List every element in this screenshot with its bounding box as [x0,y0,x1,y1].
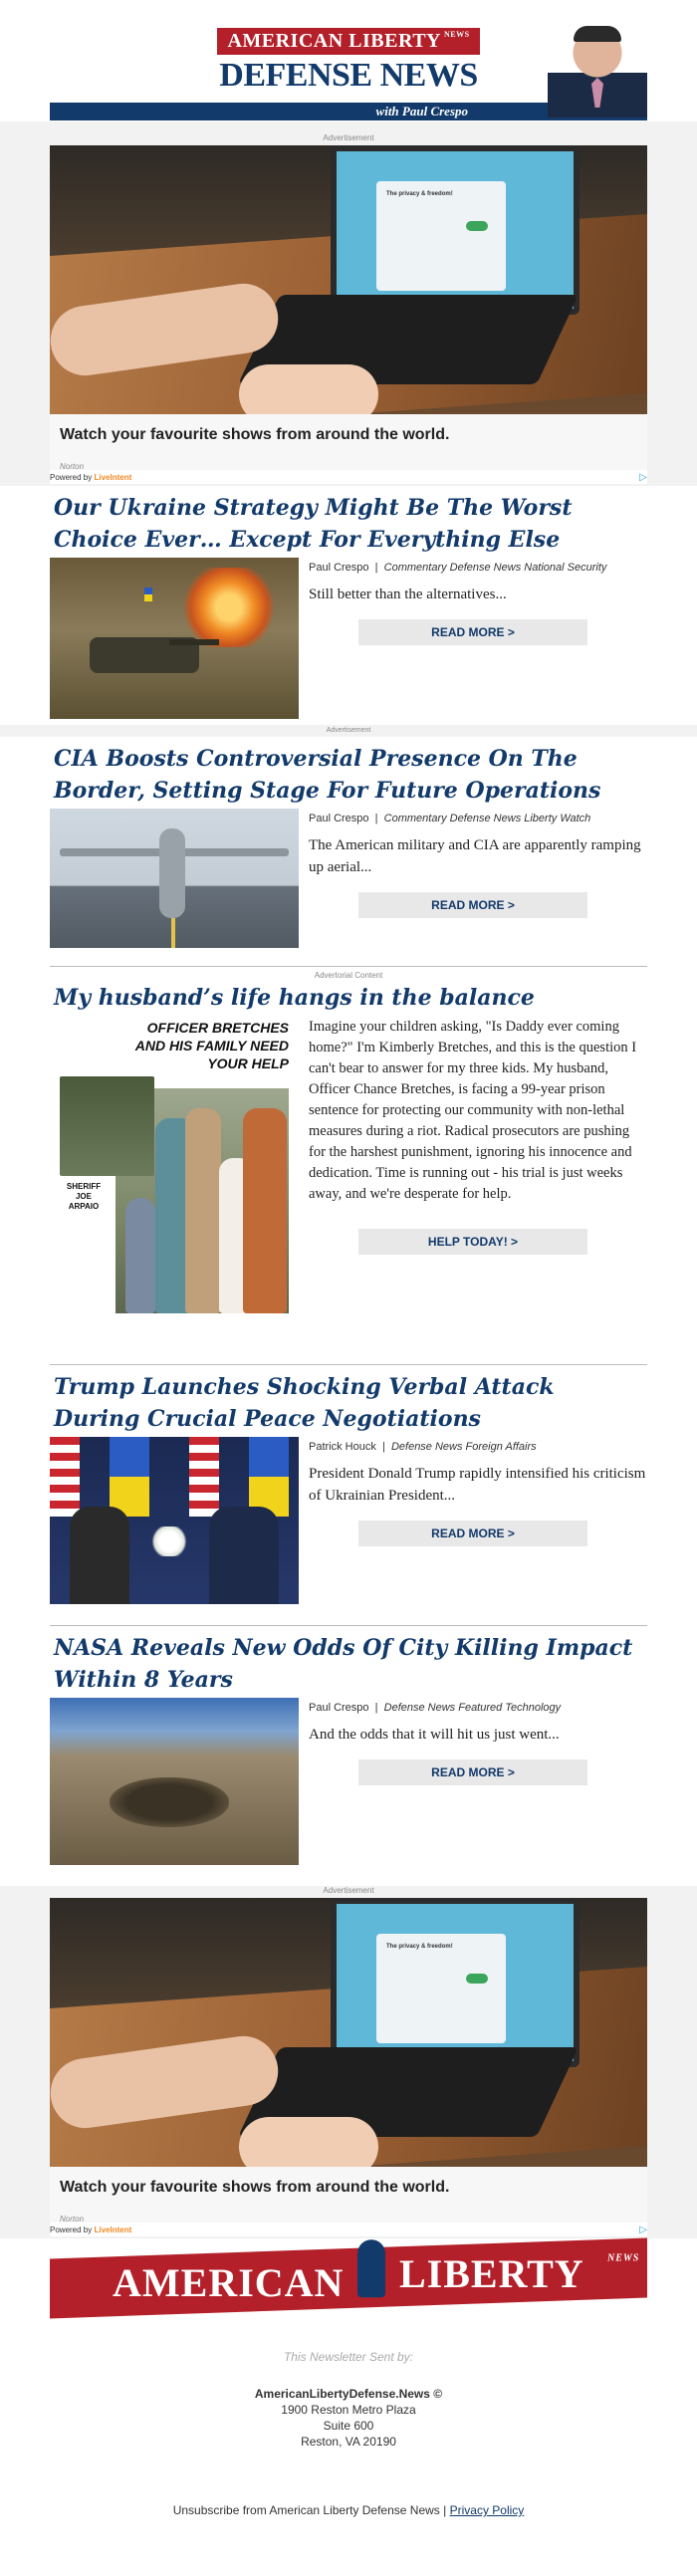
liveintent-logo: LiveIntent [94,472,132,482]
article-summary: Still better than the alternatives... [309,586,507,602]
article-meta: Paul Crespo | Commentary Defense News Liberty Watch [309,813,591,824]
ad-window-title: The privacy & freedom! [386,191,453,197]
advertorial-image[interactable] [50,1017,299,1315]
ad-title: Watch your favourite shows from around the world. [60,2179,450,2196]
ad-window-title: The privacy & freedom! [386,1944,453,1950]
article-summary: President Donald Trump rapidly intensified his criticism of Ukrainian President... [309,1466,646,1504]
article-1 [50,486,647,725]
advertorial-title[interactable]: My husband’s life hangs in the balance [54,985,535,1011]
ad-caption[interactable] [50,2167,647,2223]
host-photo [548,18,647,117]
ad-image[interactable] [50,145,647,414]
ad-sponsor: Norton [60,462,85,471]
ad-image[interactable] [50,1898,647,2167]
powered-by[interactable]: Powered by LiveIntent ▷ [50,2224,647,2235]
article-meta: Paul Crespo | Commentary Defense News National Security [309,562,607,574]
footer-links: Unsubscribe from American Liberty Defense News | Privacy Policy [172,2503,525,2517]
read-more-button[interactable]: READ MORE > [358,619,587,645]
article-title[interactable]: NASA Reveals New Odds Of City Killing Impact Within 8 Years [54,1635,633,1693]
read-more-button[interactable]: READ MORE > [358,892,587,918]
ad-separator: Advertisement [0,725,697,737]
sheriff-label: SHERIFF JOE ARPAIO [66,1182,102,1211]
advertorial-body: Imagine your children asking, "Is Daddy ever coming home?" I'm Kimberly Bretches, and this is the question I can't bear to answer for my three kids. My husband, Officer Chance Bretches, is facing a 99-year prison sentence for protecting our community with non-lethal measures during a riot. Radical prosecutors are pushing for the harshest punishment, ignoring his innocence and dedication. Time is running out - his trial is just weeks away, and we're desperate for help. [309,1019,637,1202]
adchoices-icon[interactable]: ▷ [639,2224,647,2235]
article-2 [50,737,647,966]
powered-by[interactable]: Powered by LiveIntent ▷ [50,471,647,483]
article-summary: And the odds that it will hit us just went... [309,1727,560,1743]
help-today-button[interactable]: HELP TODAY! > [358,1229,587,1255]
ad-label: Advertisement [323,1886,374,1895]
footer [0,2238,697,2517]
liveintent-logo: LiveIntent [94,2225,132,2234]
company-address: AmericanLibertyDefense.News © 1900 Reston Metro Plaza Suite 600 Reston, VA 20190 [254,2387,443,2449]
article-title[interactable]: Trump Launches Shocking Verbal Attack During Crucial Peace Negotiations [54,1374,555,1432]
ad-title: Watch your favourite shows from around the world. [60,426,450,443]
tagline: with Paul Crespo [375,104,468,118]
brand-top: AMERICAN LIBERTY $^{NEWS}$ [217,28,479,55]
article-meta: Paul Crespo | Defense News Featured Technology [309,1702,562,1714]
read-more-button[interactable]: READ MORE > [358,1521,587,1546]
brand-main: DEFENSE NEWS [219,57,478,94]
article-4 [50,1625,647,1886]
privacy-policy-link[interactable]: Privacy Policy [449,2503,525,2517]
advertorial-label: Advertorial Content [314,971,383,980]
read-more-button[interactable]: READ MORE > [358,1759,587,1785]
advertorial-image-heading: OFFICER BRETCHES AND HIS FAMILY NEED YOUR HELP [134,1020,289,1071]
article-thumbnail[interactable] [50,558,299,719]
adchoices-icon[interactable]: ▷ [639,471,647,483]
ad-banner-top [0,121,697,486]
footer-logo[interactable]: AMERICAN LIBERTY NEWS [50,2238,647,2319]
header [50,0,647,121]
ad-sponsor: Norton [60,2215,85,2224]
article-meta: Patrick Houck | Defense News Foreign Affairs [309,1441,537,1453]
article-thumbnail[interactable] [50,1698,299,1865]
article-summary: The American military and CIA are apparently ramping up aerial... [309,837,641,875]
ad-banner-bottom [0,1886,697,2238]
liberty-bell-icon [353,2247,389,2307]
sent-by-label: This Newsletter Sent by: [283,2350,414,2364]
article-3 [50,1364,647,1625]
ad-caption[interactable] [50,414,647,470]
ad-label: Advertisement [323,133,374,142]
unsubscribe-link[interactable]: Unsubscribe from American Liberty Defense News [172,2503,440,2517]
article-thumbnail[interactable] [50,809,299,948]
article-title[interactable]: CIA Boosts Controversial Presence On The Border, Setting Stage For Future Operations [54,746,601,804]
article-title[interactable]: Our Ukraine Strategy Might Be The Worst Choice Ever… Except For Everything Else [54,495,573,553]
article-thumbnail[interactable] [50,1437,299,1604]
advertorial [50,966,647,1364]
